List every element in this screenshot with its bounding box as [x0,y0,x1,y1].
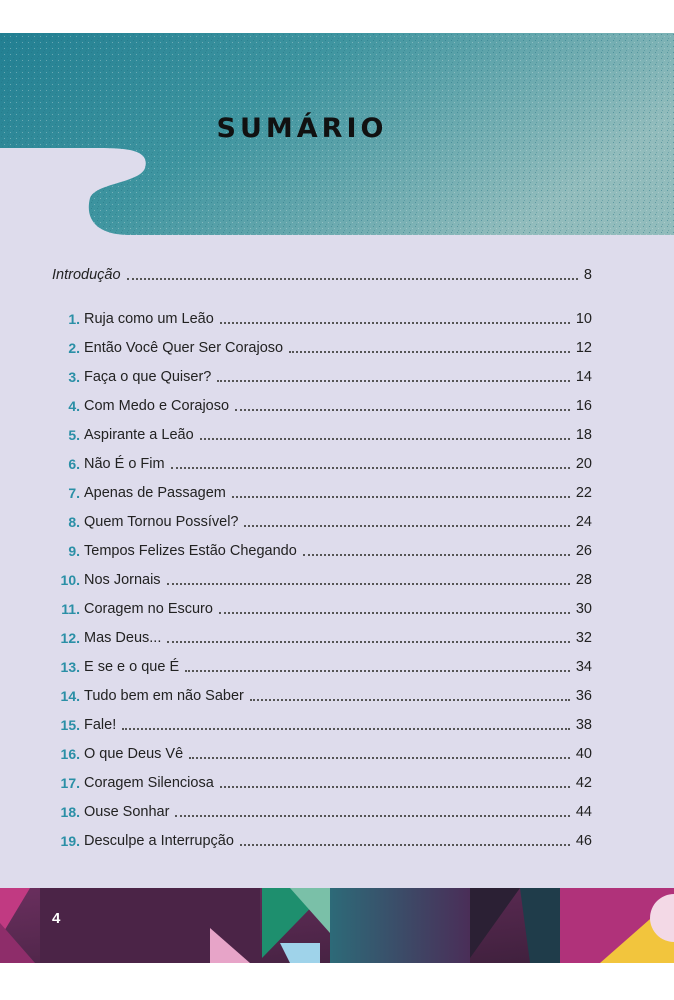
dot-leader [185,670,570,672]
dot-leader [289,351,570,353]
chapter-page: 12 [575,340,592,356]
toc-row [48,830,592,852]
book-page [0,33,674,963]
toc-row [48,366,592,388]
dot-leader [219,612,570,614]
chapter-title: Ouse Sonhar [84,804,170,820]
chapter-page: 42 [575,775,592,791]
toc-row [48,772,592,794]
toc-row [48,627,592,649]
chapter-title: Mas Deus... [84,630,162,646]
toc-row [48,714,592,736]
chapter-number: 16. [60,746,80,762]
chapter-page: 44 [575,804,592,820]
toc-row [48,424,592,446]
footer-decoration [0,888,674,963]
toc-row [48,395,592,417]
footer-art [0,888,674,963]
chapter-title: Coragem Silenciosa [84,775,214,791]
chapter-title: Então Você Quer Ser Corajoso [84,340,284,356]
toc-intro-label: Introdução [52,267,121,283]
chapter-number: 6. [68,456,80,472]
toc-row [48,598,592,620]
toc-intro-page: 8 [583,267,592,283]
chapter-title: Ruja como um Leão [84,311,214,327]
toc-row [48,569,592,591]
chapter-title: Coragem no Escuro [84,601,213,617]
toc-row [48,511,592,533]
chapter-title: Não É o Fim [84,456,165,472]
dot-leader [217,380,570,382]
chapter-title: Tempos Felizes Estão Chegando [84,543,297,559]
chapter-number: 14. [60,688,80,704]
toc-row [48,308,592,330]
toc-row [48,482,592,504]
chapter-number: 4. [68,398,80,414]
chapter-title: Com Medo e Corajoso [84,398,230,414]
dot-leader [122,728,570,730]
toc-row [48,743,592,765]
chapter-number: 12. [60,630,80,646]
chapter-page: 22 [575,485,592,501]
dot-leader [232,496,570,498]
chapter-title: Fale! [84,717,117,733]
chapter-number: 19. [60,833,80,849]
dot-leader [189,757,570,759]
chapter-number: 15. [60,717,80,733]
chapter-page: 20 [575,456,592,472]
dot-leader [175,815,569,817]
dot-leader [171,467,570,469]
chapter-title: Aspirante a Leão [84,427,194,443]
dot-leader [127,278,578,280]
toc-row [48,453,592,475]
chapter-page: 16 [575,398,592,414]
toc-row [48,540,592,562]
chapter-number: 7. [68,485,80,501]
page-number: 4 [52,910,61,927]
dot-leader [244,525,569,527]
toc-intro-row [52,264,592,286]
chapter-title: Faça o que Quiser? [84,369,212,385]
dot-leader [220,322,570,324]
chapter-title: Apenas de Passagem [84,485,226,501]
chapter-title: E se e o que É [84,659,180,675]
chapter-number: 2. [68,340,80,356]
dot-leader [235,409,570,411]
toc-row [48,656,592,678]
chapter-number: 10. [60,572,80,588]
toc-row [48,801,592,823]
dot-leader [167,641,570,643]
header-decoration [0,33,674,235]
chapter-page: 40 [575,746,592,762]
chapter-number: 1. [68,311,80,327]
chapter-title: Quem Tornou Possível? [84,514,239,530]
chapter-page: 10 [575,311,592,327]
chapter-page: 46 [575,833,592,849]
chapter-number: 5. [68,427,80,443]
chapter-page: 36 [575,688,592,704]
chapter-page: 32 [575,630,592,646]
dot-leader [240,844,570,846]
dot-leader [303,554,570,556]
page-title: SUMÁRIO [216,113,388,144]
chapter-number: 9. [68,543,80,559]
chapter-page: 18 [575,427,592,443]
chapter-number: 11. [61,601,80,617]
dot-leader [250,699,570,701]
chapter-title: O que Deus Vê [84,746,184,762]
chapter-number: 17. [60,775,80,791]
chapter-page: 34 [575,659,592,675]
dot-leader [200,438,570,440]
dot-leader [220,786,570,788]
chapter-page: 26 [575,543,592,559]
toc-row [48,685,592,707]
chapter-number: 13. [60,659,80,675]
chapter-page: 28 [575,572,592,588]
chapter-number: 18. [60,804,80,820]
toc-row [48,337,592,359]
chapter-number: 8. [68,514,80,530]
chapter-title: Nos Jornais [84,572,161,588]
chapter-page: 30 [575,601,592,617]
chapter-page: 38 [575,717,592,733]
chapter-title: Tudo bem em não Saber [84,688,244,704]
chapter-page: 14 [575,369,592,385]
chapter-page: 24 [575,514,592,530]
chapter-title: Desculpe a Interrupção [84,833,234,849]
chapter-number: 3. [68,369,80,385]
dot-leader [167,583,570,585]
